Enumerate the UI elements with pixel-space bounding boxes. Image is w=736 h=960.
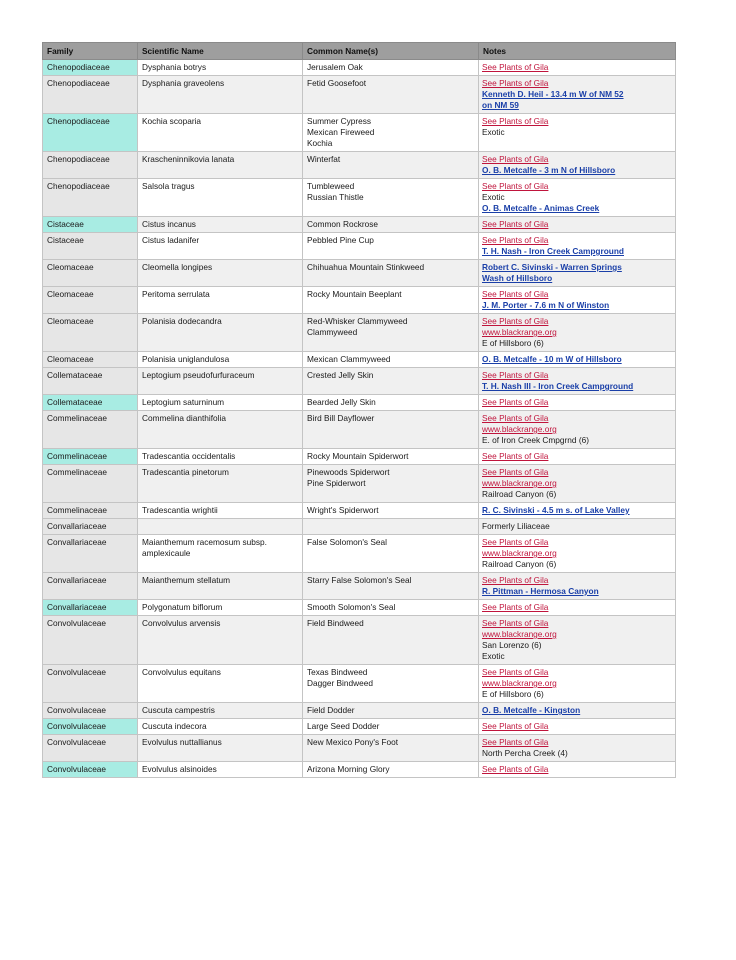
scientific-name-cell [138,762,303,778]
family-name: Chenopodiaceae [47,154,110,164]
scientific-name-cell [138,179,303,217]
family-cell [43,352,138,368]
notes-link[interactable]: See Plants of Gila [482,764,549,774]
common-name-cell [303,535,479,573]
notes-text: Exotic [482,192,505,202]
scientific-name-cell [138,260,303,287]
family-cell [43,368,138,395]
table-row [43,465,676,503]
family-name: Convolvulaceae [47,618,107,628]
common-name: New Mexico Pony's Foot [307,737,399,747]
common-name-cell [303,352,479,368]
notes-cell [479,395,676,411]
notes-cell [479,519,676,535]
family-cell [43,535,138,573]
notes-link[interactable]: T. H. Nash III - Iron Creek Campground [482,381,634,391]
family-name: Chenopodiaceae [47,116,110,126]
table-row [43,703,676,719]
table-row [43,411,676,449]
notes-cell [479,465,676,503]
common-name-cell [303,573,479,600]
scientific-name-cell [138,152,303,179]
table-row [43,60,676,76]
common-name: Winterfat [307,154,341,164]
notes-link[interactable]: Wash of Hillsboro [482,273,553,283]
table-row [43,352,676,368]
common-name: Texas Bindweed [307,667,368,677]
notes-cell [479,449,676,465]
common-name: Mexican Fireweed [307,127,375,137]
common-name-cell [303,217,479,233]
common-name-cell [303,233,479,260]
scientific-name-cell [138,735,303,762]
common-name: Summer Cypress [307,116,372,126]
notes-link[interactable]: Kenneth D. Heil - 13.4 m W of NM 52 [482,89,624,99]
scientific-name: Tradescantia wrightii [142,505,218,515]
common-name: Russian Thistle [307,192,364,202]
common-name-cell [303,735,479,762]
scientific-name-cell [138,535,303,573]
table-row [43,233,676,260]
table-row [43,76,676,114]
family-name: Convallariaceae [47,602,107,612]
common-name: Bearded Jelly Skin [307,397,376,407]
common-name: Fetid Goosefoot [307,78,367,88]
common-name-cell [303,260,479,287]
family-cell [43,314,138,352]
scientific-name-cell [138,411,303,449]
scientific-name-cell [138,703,303,719]
common-name: Jerusalem Oak [307,62,363,72]
common-name-cell [303,287,479,314]
common-name-cell [303,314,479,352]
scientific-name-cell [138,719,303,735]
table-row [43,395,676,411]
notes-link[interactable]: See Plants of Gila [482,181,549,191]
notes-cell [479,217,676,233]
common-name: Dagger Bindweed [307,678,373,688]
notes-cell [479,352,676,368]
family-cell [43,735,138,762]
notes-text: San Lorenzo (6) [482,640,542,650]
common-name: Kochia [307,138,333,148]
scientific-name-cell [138,217,303,233]
notes-link[interactable]: See Plants of Gila [482,397,549,407]
notes-link[interactable]: See Plants of Gila [482,316,549,326]
notes-cell [479,735,676,762]
header-scientific-name: Scientific Name [138,43,303,60]
common-name-cell [303,395,479,411]
family-name: Commelinaceae [47,467,107,477]
scientific-name: Peritoma serrulata [142,289,210,299]
notes-link[interactable]: O. B. Metcalfe - 10 m W of Hillsboro [482,354,622,364]
scientific-name-cell [138,465,303,503]
family-name: Commelinaceae [47,413,107,423]
notes-cell [479,616,676,665]
table-row [43,287,676,314]
notes-link[interactable]: See Plants of Gila [482,78,549,88]
scientific-name: Polanisia uniglandulosa [142,354,230,364]
notes-text: E. of Iron Creek Cmpgrnd (6) [482,435,589,445]
scientific-name: Convolvulus equitans [142,667,221,677]
common-name: Rocky Mountain Spiderwort [307,451,409,461]
table-row [43,762,676,778]
header-notes: Notes [479,43,676,60]
scientific-name: Polanisia dodecandra [142,316,222,326]
scientific-name-cell [138,352,303,368]
notes-link[interactable]: www.blackrange.org [482,424,557,434]
family-name: Collemataceae [47,397,103,407]
common-name-cell [303,449,479,465]
scientific-name: Maianthemum racemosum subsp. amplexicaule [142,537,267,558]
notes-link[interactable]: See Plants of Gila [482,721,549,731]
table-row [43,152,676,179]
scientific-name-cell [138,114,303,152]
notes-text: Formerly Liliaceae [482,521,550,531]
notes-link[interactable]: www.blackrange.org [482,548,557,558]
common-name: Rocky Mountain Beeplant [307,289,402,299]
common-name-cell [303,465,479,503]
notes-text: Exotic [482,651,505,661]
notes-link[interactable]: See Plants of Gila [482,467,549,477]
family-cell [43,503,138,519]
table-row [43,535,676,573]
table-row [43,217,676,233]
notes-text: Railroad Canyon (6) [482,489,557,499]
notes-link[interactable]: See Plants of Gila [482,62,549,72]
family-name: Convolvulaceae [47,737,107,747]
notes-link[interactable]: J. M. Porter - 7.6 m N of Winston [482,300,610,310]
scientific-name: Krascheninnikovia lanata [142,154,235,164]
common-name: Field Bindweed [307,618,364,628]
common-name: Tumbleweed [307,181,355,191]
common-name: Wright's Spiderwort [307,505,379,515]
common-name: Pebbled Pine Cup [307,235,374,245]
notes-link[interactable]: www.blackrange.org [482,478,557,488]
common-name: Large Seed Dodder [307,721,380,731]
family-name: Convallariaceae [47,537,107,547]
notes-link[interactable]: See Plants of Gila [482,370,549,380]
notes-cell [479,233,676,260]
common-name-cell [303,411,479,449]
family-name: Convolvulaceae [47,721,107,731]
family-cell [43,152,138,179]
common-name-cell [303,60,479,76]
common-name-cell [303,665,479,703]
family-name: Convolvulaceae [47,705,107,715]
notes-cell [479,260,676,287]
family-name: Cleomaceae [47,316,94,326]
family-cell [43,233,138,260]
common-name-cell [303,762,479,778]
notes-text: E of Hillsboro (6) [482,338,544,348]
common-name: False Solomon's Seal [307,537,387,547]
notes-cell [479,60,676,76]
notes-cell [479,76,676,114]
scientific-name: Cuscuta campestris [142,705,215,715]
header-family: Family [43,43,138,60]
family-cell [43,762,138,778]
family-cell [43,449,138,465]
scientific-name-cell [138,573,303,600]
scientific-name: Cistus incanus [142,219,196,229]
notes-cell [479,114,676,152]
notes-cell [479,179,676,217]
notes-text: North Percha Creek (4) [482,748,568,758]
notes-text: Exotic [482,127,505,137]
notes-link[interactable]: See Plants of Gila [482,116,549,126]
scientific-name: Leptogium pseudofurfuraceum [142,370,255,380]
notes-cell [479,719,676,735]
family-name: Commelinaceae [47,505,107,515]
scientific-name: Evolvulus alsinoides [142,764,217,774]
family-cell [43,76,138,114]
notes-link[interactable]: See Plants of Gila [482,154,549,164]
family-name: Chenopodiaceae [47,62,110,72]
family-name: Commelinaceae [47,451,107,461]
notes-text: E of Hillsboro (6) [482,689,544,699]
family-name: Cleomaceae [47,289,94,299]
notes-link[interactable]: See Plants of Gila [482,575,549,585]
notes-cell [479,535,676,573]
notes-link[interactable]: See Plants of Gila [482,737,549,747]
family-name: Convolvulaceae [47,764,107,774]
table-row [43,573,676,600]
notes-link[interactable]: Robert C. Sivinski - Warren Springs [482,262,622,272]
scientific-name: Commelina dianthifolia [142,413,226,423]
scientific-name: Maianthemum stellatum [142,575,231,585]
notes-cell [479,503,676,519]
header-common-names: Common Name(s) [303,43,479,60]
scientific-name-cell [138,665,303,703]
scientific-name-cell [138,368,303,395]
common-name-cell [303,616,479,665]
notes-link[interactable]: See Plants of Gila [482,537,549,547]
common-name-cell [303,76,479,114]
common-name-cell [303,719,479,735]
scientific-name-cell [138,287,303,314]
notes-link[interactable]: See Plants of Gila [482,289,549,299]
notes-cell [479,665,676,703]
scientific-name: Tradescantia pinetorum [142,467,229,477]
table-row [43,449,676,465]
common-name: Smooth Solomon's Seal [307,602,396,612]
family-name: Cistaceae [47,219,84,229]
scientific-name-cell [138,449,303,465]
family-cell [43,465,138,503]
common-name: Mexican Clammyweed [307,354,391,364]
scientific-name: Leptogium saturninum [142,397,225,407]
common-name-cell [303,503,479,519]
table-row [43,665,676,703]
scientific-name: Cuscuta indecora [142,721,207,731]
family-cell [43,114,138,152]
notes-text: Railroad Canyon (6) [482,559,557,569]
scientific-name: Kochia scoparia [142,116,202,126]
table-row [43,179,676,217]
scientific-name-cell [138,60,303,76]
family-cell [43,600,138,616]
notes-cell [479,573,676,600]
family-cell [43,260,138,287]
notes-link[interactable]: See Plants of Gila [482,451,549,461]
family-name: Cleomaceae [47,354,94,364]
common-name: Starry False Solomon's Seal [307,575,412,585]
common-name: Field Dodder [307,705,355,715]
scientific-name: Tradescantia occidentalis [142,451,236,461]
notes-link[interactable]: www.blackrange.org [482,678,557,688]
common-name: Pine Spiderwort [307,478,366,488]
notes-cell [479,600,676,616]
scientific-name-cell [138,76,303,114]
notes-cell [479,703,676,719]
notes-link[interactable]: O. B. Metcalfe - 3 m N of Hillsboro [482,165,616,175]
table-header-row [43,43,676,60]
family-cell [43,179,138,217]
scientific-name-cell [138,600,303,616]
family-cell [43,719,138,735]
table-row [43,314,676,352]
scientific-name-cell [138,503,303,519]
notes-link[interactable]: O. B. Metcalfe - Kingston [482,705,581,715]
notes-link[interactable]: www.blackrange.org [482,629,557,639]
notes-link[interactable]: See Plants of Gila [482,219,549,229]
table-row [43,519,676,535]
scientific-name-cell [138,519,303,535]
family-name: Cleomaceae [47,262,94,272]
table-row [43,368,676,395]
table-row [43,600,676,616]
common-name-cell [303,703,479,719]
notes-link[interactable]: T. H. Nash - Iron Creek Campground [482,246,624,256]
plant-list-table [42,42,676,778]
notes-link[interactable]: R. Pittman - Hermosa Canyon [482,586,599,596]
common-name-cell [303,114,479,152]
family-name: Convallariaceae [47,521,107,531]
notes-link[interactable]: See Plants of Gila [482,235,549,245]
table-row [43,260,676,287]
notes-link[interactable]: R. C. Sivinski - 4.5 m s. of Lake Valley [482,505,630,515]
family-cell [43,287,138,314]
notes-cell [479,368,676,395]
family-name: Collemataceae [47,370,103,380]
family-cell [43,519,138,535]
scientific-name-cell [138,395,303,411]
scientific-name: Dysphania graveolens [142,78,225,88]
table-row [43,719,676,735]
notes-cell [479,287,676,314]
common-name-cell [303,179,479,217]
notes-link[interactable]: See Plants of Gila [482,602,549,612]
family-cell [43,395,138,411]
notes-cell [479,762,676,778]
scientific-name-cell [138,314,303,352]
family-cell [43,411,138,449]
notes-link[interactable]: on NM 59 [482,100,519,110]
common-name: Bird Bill Dayflower [307,413,375,423]
scientific-name: Dysphania botrys [142,62,207,72]
family-cell [43,60,138,76]
scientific-name: Evolvulus nuttallianus [142,737,222,747]
common-name: Common Rockrose [307,219,379,229]
notes-link[interactable]: See Plants of Gila [482,667,549,677]
scientific-name: Salsola tragus [142,181,195,191]
table-row [43,114,676,152]
family-cell [43,665,138,703]
table-row [43,735,676,762]
common-name-cell [303,152,479,179]
common-name: Pinewoods Spiderwort [307,467,390,477]
notes-cell [479,152,676,179]
family-cell [43,703,138,719]
common-name-cell [303,600,479,616]
common-name-cell [303,368,479,395]
table-row [43,503,676,519]
family-name: Cistaceae [47,235,84,245]
scientific-name-cell [138,616,303,665]
family-cell [43,573,138,600]
family-cell [43,616,138,665]
common-name: Red-Whisker Clammyweed [307,316,408,326]
family-name: Chenopodiaceae [47,78,110,88]
common-name: Crested Jelly Skin [307,370,374,380]
notes-cell [479,314,676,352]
scientific-name: Convolvulus arvensis [142,618,221,628]
common-name: Arizona Morning Glory [307,764,390,774]
notes-link[interactable]: See Plants of Gila [482,618,549,628]
scientific-name: Cistus ladanifer [142,235,200,245]
family-name: Chenopodiaceae [47,181,110,191]
table-row [43,616,676,665]
common-name: Chihuahua Mountain Stinkweed [307,262,425,272]
common-name-cell [303,519,479,535]
notes-link[interactable]: See Plants of Gila [482,413,549,423]
scientific-name: Polygonatum biflorum [142,602,223,612]
family-name: Convolvulaceae [47,667,107,677]
family-name: Convallariaceae [47,575,107,585]
notes-cell [479,411,676,449]
scientific-name-cell [138,233,303,260]
notes-link[interactable]: O. B. Metcalfe - Animas Creek [482,203,600,213]
scientific-name: Cleomella longipes [142,262,213,272]
common-name: Clammyweed [307,327,358,337]
family-cell [43,217,138,233]
notes-link[interactable]: www.blackrange.org [482,327,557,337]
